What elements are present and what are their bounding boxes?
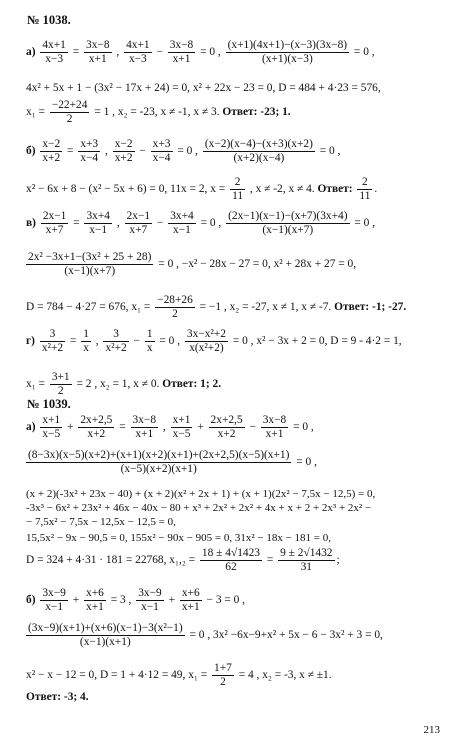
- p1039-a-line4: -3x³ − 6x² + 23x² + 46x − 40x − 80 + x³ + 2x² + 2x² + 4x + x + 2 + 2x³ + 2x² −: [26, 502, 372, 514]
- p1038-a-line2: 4x² + 5x + 1 − (3x² − 17x + 24) = 0, x² + 22x − 23 = 0, D = 484 + 4·23 = 576,: [26, 82, 381, 94]
- p1038-b-line1: б) $\frac{x-2}{x+2}$ = $\frac{x+3}{x-4}$ , $\frac{x-2}{x+2}$ − $\frac{x+3}{x-4}$ = 0 , $\frac{(x-2)(x-4)-(x+3)(x+2)}{(x+2)(x-4)}$ = 0 ,: [26, 138, 341, 165]
- p1039-b-line1: б) $\frac{3x-9}{x-1}$ + $\frac{x+6}{x+1}$ = 3 , $\frac{3x-9}{x-1}$ + $\frac{x+6}{x+1}$ − 3 = 0 ,: [26, 587, 246, 614]
- page-number: 213: [423, 724, 440, 736]
- p1038-a-line1: а) $\frac{4x+1}{x-3}$ = $\frac{3x-8}{x+1}$ , $\frac{4x+1}{x-3}$ − $\frac{3x-8}{x+1}$ = 0 , $\frac{(x+1)(4x+1)-(x-3)(3x-8)}{(x+1)(x-3)}$ = 0 ,: [26, 39, 375, 66]
- p1039-b-line2: $\frac{\text{(3x−9)(x+1)+(x+6)(x−1)−3(x²−1)}}{(x-1)(x+1)}$ = 0 , 3x² −6x−9+x² + 5x − 6 − 3x² + 3 = 0,: [28, 622, 383, 649]
- problem-number: № 1039.: [27, 397, 71, 411]
- p1039-a-line1: а) $\frac{x+1}{x-5}$ + $\frac{2x+2,5}{x+2}$ = $\frac{3x-8}{x+1}$ , $\frac{x+1}{x-5}$ + $\frac{2x+2,5}{x+2}$ − $\frac{3x-8}{x+1}$ = 0 ,: [26, 414, 314, 441]
- p1039-b-line3: x² − x − 12 = 0, D = 1 + 4·12 = 49, x₁ = $\frac{1+7}{2}$ = 4 , x₂ = -3, x ≠ ±1.: [26, 662, 332, 689]
- p1038-v-line2: $\frac{\text{2x² −3x+1−(3x² + 25 + 28)}}{(x-1)(x+7)}$ = 0 , −x² − 28x − 27 = 0, x² + 28x + 27 = 0,: [28, 251, 357, 278]
- problem-number: № 1038.: [27, 13, 71, 27]
- p1039-a-line2: $\frac{(8-3x)(x-5)(x+2)+(x+1)(x+2)(x+1)+(2x+2,5)(x-5)(x+1)}{(x-5)(x+2)(x+1)}$ = 0 ,: [28, 449, 317, 476]
- p1038-a-line3: x₁ = $\frac{-22+24}{2}$ = 1 , x₂ = -23, x ≠ -1, x ≠ 3. Ответ: -23; 1.: [26, 99, 291, 126]
- p1039-a-line5: − 7,5x² − 7,5x − 12,5x − 12,5 = 0,: [26, 516, 176, 528]
- p1039-a-line6: 15,5x² − 9x − 90,5 = 0, 155x² − 90x − 905 = 0, 31x² − 18x − 181 = 0,: [26, 532, 331, 544]
- p1039-answer: Ответ: -3; 4.: [26, 691, 89, 703]
- p1038-g-line1: г) $\frac{3}{\text{x²+2}}$ = $\frac{1}{x}$ , $\frac{3}{\text{x²+2}}$ − $\frac{1}{x}$ = 0 , $\frac{\text{3x−x²+2}}{\text{x(x²+2)}}$ = 0 , x² − 3x + 2 = 0, D = 9 - 4·2 = 1,: [26, 328, 402, 355]
- p1038-v-line1: в) $\frac{2x-1}{x+7}$ = $\frac{3x+4}{x-1}$ , $\frac{2x-1}{x+7}$ − $\frac{3x+4}{x-1}$ = 0 , $\frac{(2x-1)(x-1)-(x+7)(3x+4)}{(x-1)(x+7)}$ = 0 ,: [26, 210, 376, 237]
- p1038-b-line2: x² − 6x + 8 − (x² − 5x + 6) = 0, 11x = 2, x = $\frac{2}{11}$ , x ≠ -2, x ≠ 4. Ответ: $\frac{2}{11}$ .: [26, 176, 378, 203]
- p1038-g-line2: x₁ = $\frac{3+1}{2}$ = 2 , x₂ = 1, x ≠ 0. Ответ: 1; 2.: [26, 371, 222, 398]
- answer-label: Ответ:: [222, 106, 258, 119]
- p1038-v-line3: D = 784 − 4·27 = 676, x₁ = $\frac{-28+26}{2}$ = −1 , x₂ = -27, x ≠ 1, x ≠ -7. Ответ: -1; -27.: [26, 294, 407, 321]
- p1039-a-line7: D = 324 + 4·31 · 181 = 22768, x₁,₂ = $\frac{18 \pm 4√1423}{62}$ = $\frac{9 \pm 2√1432}{31}$ ;: [26, 547, 340, 574]
- p1039-a-line3: (x + 2)(-3x² + 23x − 40) + (x + 2)(x² + 2x + 1) + (x + 1)(2x² − 7,5x − 12,5) = 0,: [26, 488, 376, 500]
